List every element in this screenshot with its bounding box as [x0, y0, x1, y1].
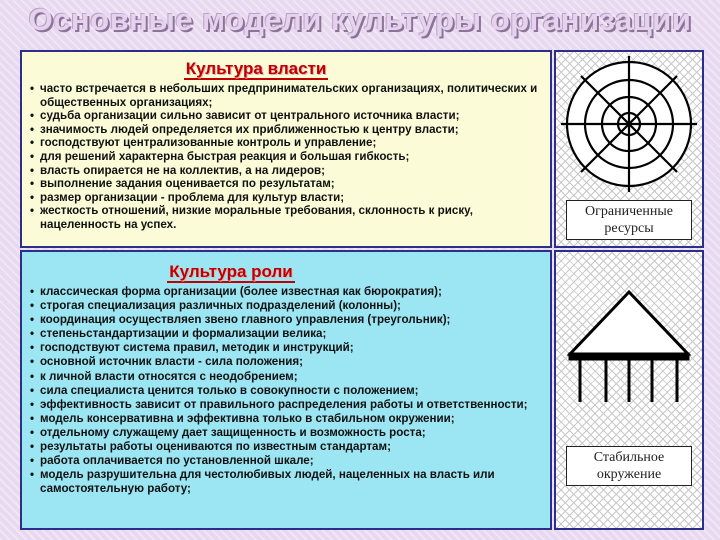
list-item: • господствуют централизованные контроль и управление; [30, 136, 544, 150]
list-item: • выполнение задания оценивается по результатам; [30, 177, 544, 191]
power-culture-illustration [554, 50, 704, 248]
list-item: • эффективность зависит от правильного распределения работы и ответственности; [30, 398, 544, 412]
list-item: • для решений характерна быстрая реакция и большая гибкость; [30, 150, 544, 164]
list-item: • модель консервативна и эффективна только в стабильном окружении; [30, 412, 544, 426]
role-culture-list [30, 285, 544, 496]
list-item: • модель разрушительна для честолюбивых людей, нацеленных на власть или самостоятельную работу; [30, 468, 544, 496]
list-item: • результаты работы оцениваются по известным стандартам; [30, 440, 544, 454]
list-item: • строгая специализация различных подразделений (колонны); [30, 299, 544, 313]
power-culture-caption: Ограниченные ресурсы [566, 200, 692, 240]
list-item: • сила специалиста ценится только в совокупности с положением; [30, 384, 544, 398]
list-item: • координация осуществляеn звено главного управления (треугольник); [30, 313, 544, 327]
role-culture-panel [20, 250, 552, 530]
list-item: • работа оплачивается по установленной шкале; [30, 454, 544, 468]
list-item: • власть опирается не на коллектив, а на лидеров; [30, 164, 544, 178]
role-culture-heading: Культура роли [169, 262, 293, 281]
list-item: • степеньстандартизации и формализации велика; [30, 327, 544, 341]
greek-temple-icon [556, 252, 702, 402]
list-item: • судьба организации сильно зависит от центрального источника власти; [30, 109, 544, 123]
list-item: • основной источник власти - сила положения; [30, 355, 544, 369]
list-item: • господствуют система правил, методик и инструкций; [30, 341, 544, 355]
power-culture-panel [20, 50, 552, 248]
role-culture-caption: Стабильное окружение [566, 446, 692, 486]
list-item: • часто встречается в небольших предпринимательских организациях, политических и общественных организациях; [30, 82, 544, 109]
list-item: • жесткость отношений, низкие моральные требования, склонность к риску, нацеленность на успех. [30, 204, 544, 231]
list-item: • размер организации - проблема для культур власти; [30, 191, 544, 205]
power-culture-list [30, 82, 544, 232]
page-title: Основные модели культуры организации [28, 2, 692, 37]
power-culture-heading: Культура власти [185, 59, 327, 78]
list-item: • классическая форма организации (более известная как бюрократия); [30, 285, 544, 299]
list-item: • отдельному служащему дает защищенность и возможность роста; [30, 426, 544, 440]
spider-web-icon [556, 52, 702, 192]
role-culture-illustration [554, 250, 704, 530]
list-item: • к личной власти относятся с неодобрением; [30, 370, 544, 384]
list-item: • значимость людей определяется их приближенностью к центру власти; [30, 123, 544, 137]
